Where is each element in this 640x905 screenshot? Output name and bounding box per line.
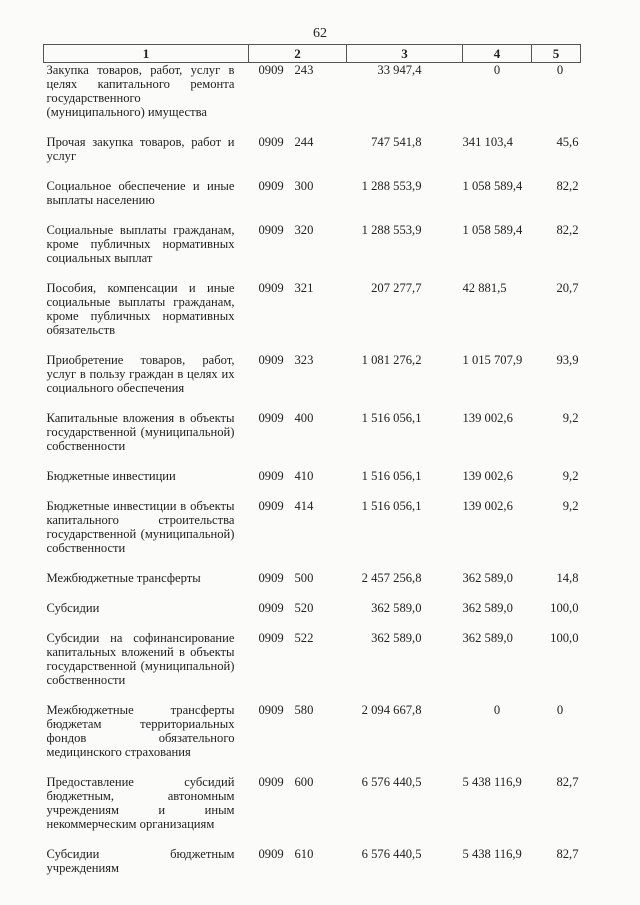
table-row <box>44 499 581 571</box>
item-name: Бюджетные инвестиции <box>46 469 176 483</box>
planned-amount: 1 516 056,1 <box>361 411 422 425</box>
planned-amount: 2 094 667,8 <box>361 703 422 717</box>
classification-code <box>249 179 347 223</box>
executed-amount: 139 002,6 <box>462 499 513 513</box>
executed-amount: 341 103,4 <box>462 135 513 149</box>
classification-code <box>249 353 347 411</box>
table-row <box>44 281 581 353</box>
section-code: 0909 <box>258 63 284 77</box>
executed-amount: 139 002,6 <box>462 469 513 483</box>
planned-amount: 362 589,0 <box>371 601 422 615</box>
column-header: 1 <box>44 45 249 63</box>
execution-percent: 20,7 <box>556 281 579 295</box>
execution-percent: 82,7 <box>556 775 579 789</box>
section-code: 0909 <box>258 411 284 425</box>
table-row <box>44 571 581 601</box>
table-header-row <box>44 45 581 63</box>
planned-amount: 1 288 553,9 <box>361 179 422 193</box>
expense-type-code: 410 <box>294 469 314 483</box>
planned-amount: 362 589,0 <box>371 631 422 645</box>
table-row <box>44 179 581 223</box>
planned-amount: 207 277,7 <box>371 281 422 295</box>
classification-code <box>249 135 347 179</box>
execution-percent: 82,2 <box>556 223 579 237</box>
table-row <box>44 631 581 703</box>
planned-amount: 747 541,8 <box>371 135 422 149</box>
planned-amount: 6 576 440,5 <box>361 775 422 789</box>
table-row <box>44 63 581 136</box>
section-code: 0909 <box>258 469 284 483</box>
classification-code <box>249 281 347 353</box>
section-code: 0909 <box>258 223 284 237</box>
table-row <box>44 601 581 631</box>
item-name: Пособия, компенсации и иные социальные выплаты гражданам, кроме публичных нормативных обязательств <box>46 281 235 337</box>
section-code: 0909 <box>258 571 284 585</box>
item-name: Приобретение товаров, работ, услуг в пользу граждан в целях их социального обеспечения <box>46 353 235 395</box>
expense-type-code: 323 <box>294 353 314 367</box>
classification-code <box>249 223 347 281</box>
expense-type-code: 580 <box>294 703 314 717</box>
table-row <box>44 223 581 281</box>
executed-amount: 0 <box>493 63 501 77</box>
item-name: Субсидии бюджетным учреждениям <box>46 847 235 875</box>
item-name: Субсидии на софинансирование капитальных вложений в объекты государственной (муниципальной) собственности <box>46 631 235 687</box>
column-header: 3 <box>347 45 463 63</box>
item-name: Социальные выплаты гражданам, кроме публичных нормативных социальных выплат <box>46 223 235 265</box>
planned-amount: 6 576 440,5 <box>361 847 422 861</box>
classification-code <box>249 469 347 499</box>
classification-code <box>249 601 347 631</box>
execution-percent: 9,2 <box>562 411 579 425</box>
table-row <box>44 353 581 411</box>
expense-type-code: 520 <box>294 601 314 615</box>
classification-code <box>249 499 347 571</box>
page-number: 62 <box>313 26 327 41</box>
item-name: Прочая закупка товаров, работ и услуг <box>46 135 235 163</box>
executed-amount: 139 002,6 <box>462 411 513 425</box>
item-name: Межбюджетные трансферты <box>46 571 201 585</box>
executed-amount: 1 015 707,9 <box>462 353 523 367</box>
classification-code <box>249 571 347 601</box>
executed-amount: 362 589,0 <box>462 571 513 585</box>
section-code: 0909 <box>258 499 284 513</box>
execution-percent: 45,6 <box>556 135 579 149</box>
planned-amount: 1 516 056,1 <box>361 499 422 513</box>
executed-amount: 362 589,0 <box>462 631 513 645</box>
expense-type-code: 522 <box>294 631 314 645</box>
classification-code <box>249 847 347 891</box>
execution-percent: 14,8 <box>556 571 579 585</box>
section-code: 0909 <box>258 135 284 149</box>
item-name: Предоставление субсидий бюджетным, автономным учреждениям и иным некоммерческим организациям <box>46 775 235 831</box>
column-header: 4 <box>463 45 532 63</box>
item-name: Межбюджетные трансферты бюджетам территориальных фондов обязательного медицинского страхования <box>46 703 235 759</box>
section-code: 0909 <box>258 847 284 861</box>
execution-percent: 9,2 <box>562 499 579 513</box>
section-code: 0909 <box>258 601 284 615</box>
executed-amount: 5 438 116,9 <box>462 775 522 789</box>
expense-type-code: 610 <box>294 847 314 861</box>
table-row <box>44 469 581 499</box>
column-header: 2 <box>249 45 347 63</box>
execution-percent: 0 <box>556 63 564 77</box>
expense-type-code: 500 <box>294 571 314 585</box>
execution-percent: 100,0 <box>550 601 579 615</box>
expense-type-code: 300 <box>294 179 314 193</box>
table-row <box>44 847 581 891</box>
executed-amount: 42 881,5 <box>462 281 507 295</box>
table-row <box>44 703 581 775</box>
planned-amount: 33 947,4 <box>377 63 422 77</box>
expense-type-code: 400 <box>294 411 314 425</box>
item-name: Социальное обеспечение и иные выплаты населению <box>46 179 235 207</box>
planned-amount: 1 288 553,9 <box>361 223 422 237</box>
executed-amount: 5 438 116,9 <box>462 847 522 861</box>
section-code: 0909 <box>258 631 284 645</box>
execution-percent: 82,7 <box>556 847 579 861</box>
expense-type-code: 244 <box>294 135 314 149</box>
execution-percent: 0 <box>556 703 564 717</box>
column-header: 5 <box>532 45 581 63</box>
executed-amount: 1 058 589,4 <box>462 179 523 193</box>
expense-type-code: 243 <box>294 63 314 77</box>
table-row <box>44 135 581 179</box>
section-code: 0909 <box>258 353 284 367</box>
execution-percent: 82,2 <box>556 179 579 193</box>
planned-amount: 1 516 056,1 <box>361 469 422 483</box>
classification-code <box>249 631 347 703</box>
planned-amount: 2 457 256,8 <box>361 571 422 585</box>
execution-percent: 93,9 <box>556 353 579 367</box>
planned-amount: 1 081 276,2 <box>361 353 422 367</box>
item-name: Бюджетные инвестиции в объекты капитального строительства государственной (муниципальной) собственности <box>46 499 235 555</box>
section-code: 0909 <box>258 775 284 789</box>
execution-percent: 100,0 <box>550 631 579 645</box>
section-code: 0909 <box>258 179 284 193</box>
item-name: Закупка товаров, работ, услуг в целях капитального ремонта государственного (муниципального) имущества <box>46 63 235 119</box>
budget-table <box>43 44 581 891</box>
item-name: Капитальные вложения в объекты государственной (муниципальной) собственности <box>46 411 235 453</box>
section-code: 0909 <box>258 703 284 717</box>
item-name: Субсидии <box>46 601 100 615</box>
classification-code <box>249 775 347 847</box>
classification-code <box>249 703 347 775</box>
table-row <box>44 775 581 847</box>
classification-code <box>249 63 347 136</box>
classification-code <box>249 411 347 469</box>
expense-type-code: 414 <box>294 499 314 513</box>
table-body <box>44 63 581 892</box>
expense-type-code: 600 <box>294 775 314 789</box>
execution-percent: 9,2 <box>562 469 579 483</box>
executed-amount: 362 589,0 <box>462 601 513 615</box>
table-row <box>44 411 581 469</box>
expense-type-code: 320 <box>294 223 314 237</box>
executed-amount: 1 058 589,4 <box>462 223 523 237</box>
expense-type-code: 321 <box>294 281 314 295</box>
section-code: 0909 <box>258 281 284 295</box>
executed-amount: 0 <box>493 703 501 717</box>
